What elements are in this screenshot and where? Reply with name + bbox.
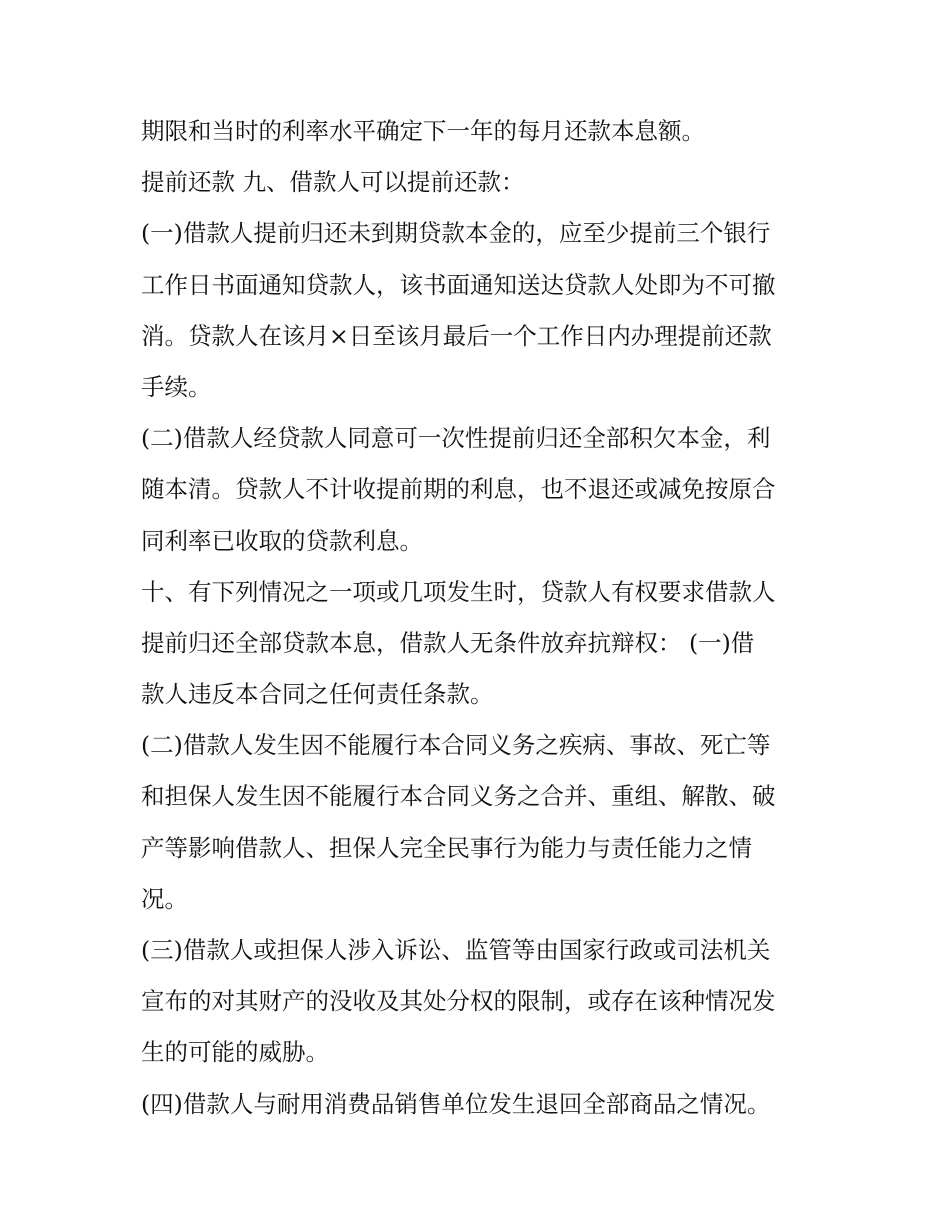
text-line: 手续。 <box>141 372 212 401</box>
text-line: 提前还款 九、借款人可以提前还款： <box>141 168 525 197</box>
text-line: (二)借款人经贷款人同意可一次性提前归还全部积欠本金，利 <box>141 424 771 453</box>
text-line: 况。 <box>141 884 188 913</box>
text-line: 工作日书面通知贷款人，该书面通知送达贷款人处即为不可撤 <box>141 270 776 299</box>
text-line: 宣布的对其财产的没收及其处分权的限制，或存在该种情况发 <box>141 987 776 1016</box>
text-line: 同利率已收取的贷款利息。 <box>141 526 423 555</box>
text-line: (一)借款人提前归还未到期贷款本金的，应至少提前三个银行 <box>141 219 771 248</box>
text-line: 期限和当时的利率水平确定下一年的每月还款本息额。 <box>141 117 705 145</box>
text-line: 提前归还全部贷款本息，借款人无条件放弃抗辩权： (一)借 <box>141 628 755 657</box>
text-line: 十、有下列情况之一项或几项发生时，贷款人有权要求借款人 <box>141 577 776 606</box>
text-line: (三)借款人或担保人涉入诉讼、监管等由国家行政或司法机关 <box>141 936 771 964</box>
text-line: 产等影响借款人、担保人完全民事行为能力与责任能力之情 <box>141 833 752 862</box>
text-line: 随本清。贷款人不计收提前期的利息，也不退还或减免按原合 <box>141 475 776 504</box>
text-line: 款人违反本合同之任何责任条款。 <box>141 680 494 709</box>
text-line: (四)借款人与耐用消费品销售单位发生退回全部商品之情况。 <box>141 1089 771 1118</box>
text-line: (二)借款人发生因不能履行本合同义务之疾病、事故、死亡等 <box>141 731 771 760</box>
text-line: 消。贷款人在该月×日至该月最后一个工作日内办理提前还款 <box>141 321 772 350</box>
document-body <box>141 106 831 1130</box>
text-line: 和担保人发生因不能履行本合同义务之合并、重组、解散、破 <box>141 782 776 811</box>
text-line: 生的可能的威胁。 <box>141 1038 329 1067</box>
